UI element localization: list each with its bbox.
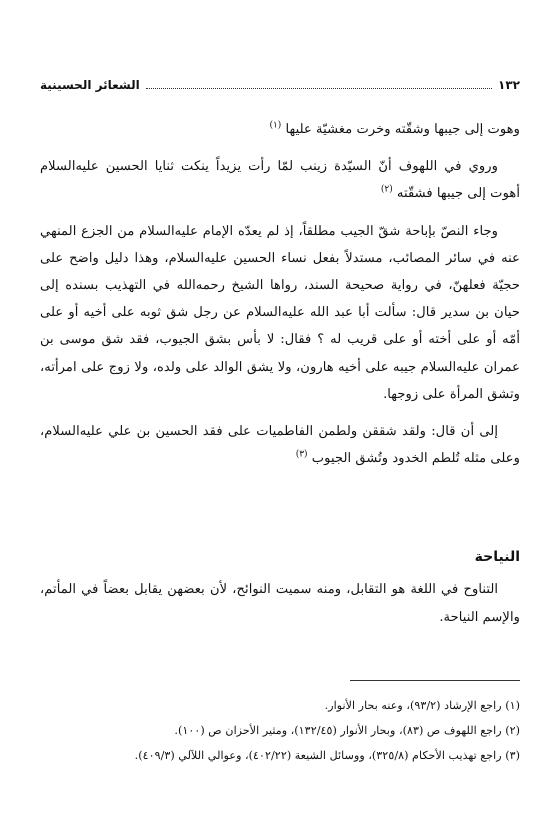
paragraph-3	[40, 218, 520, 408]
paragraph-1	[40, 116, 520, 143]
footnote-3: (٣) راجع تهذيب الأحكام (٣٢٥/٨)، ووسائل الشيعة (٤٠٢/٢٢)، وعوالي اللآلي (٤٠٩/٣).	[134, 749, 520, 762]
page-number: ١٣٢	[498, 78, 520, 92]
footnote-ref-2: (٢)	[380, 185, 393, 196]
footnote-2: (٢) راجع اللهوف ص (٨٣)، وبحار الأنوار (١٣٢/٤٥)، ومثير الأحزان ص (١٠٠).	[174, 724, 520, 737]
paragraph-4-text: إلى أن قال: ولقد شققن ولطمن الفاطميات على فقد الحسين بن علي عليه‌السلام، وعلى مثله تُلطم الخدود وتُشق الجيوب	[40, 424, 520, 467]
section-heading: النياحة	[474, 549, 520, 565]
footnote-1: (١) راجع الإرشاد (٩٣/٢)، وعنه بحار الأنوار.	[324, 699, 520, 712]
footnote-ref-3: (٣)	[295, 449, 308, 460]
footnote-ref-1: (١)	[269, 120, 282, 131]
main-text	[40, 116, 520, 482]
section-text	[40, 576, 520, 632]
paragraph-3-text: وجاء النصّ بإباحة شقّ الجيب مطلقاً، إذ لم يعدّه الإمام عليه‌السلام من الجزع المنهي عنه في سائر المصائب، مستدلاً بفعل نساء الحسين عليه‌السلام، وهذا دليل واضح على حجيّة فعلهنّ، في رواية صحيحة السند، رواها الشيخ رحمه‌الله في التهذيب بسنده إلى حيان بن سدير قال: سألت أبا عبد الله عليه‌السلام عن رجل شق ثوبه على أخيه أو على أمّه أو على أخته أو على قريب له ؟ فقال: لا بأس بشق الجيوب، فقد شق موسى بن عمران عليه‌السلام جيبه على أخيه هارون، ولا يشق الوالد على ولده، ولا زوج على امرأته، وتشق المرأة على زوجها.	[40, 223, 520, 402]
paragraph-2-text: وروي في اللهوف أنّ السيّدة زينب لمّا رأت يزيداً ينكت ثنايا الحسين عليه‌السلام أهوت إلى جيبها فشقّته	[40, 159, 520, 202]
paragraph-4	[40, 418, 520, 472]
running-header	[40, 76, 520, 94]
footnote-divider	[350, 680, 520, 681]
paragraph-2	[40, 153, 520, 207]
paragraph-1-text: وهوت إلى جيبها وشقّته وخرت مغشيّة عليها	[285, 122, 520, 137]
section-paragraph: التناوح في اللغة هو التقابل، ومنه سميت النوائح، لأن بعضهن يقابل بعضاً في المأتم، والإسم النياحة.	[40, 582, 520, 625]
footnotes	[40, 693, 520, 768]
header-dotted-leader	[146, 88, 492, 89]
book-title: الشعائر الحسينية	[40, 78, 140, 92]
